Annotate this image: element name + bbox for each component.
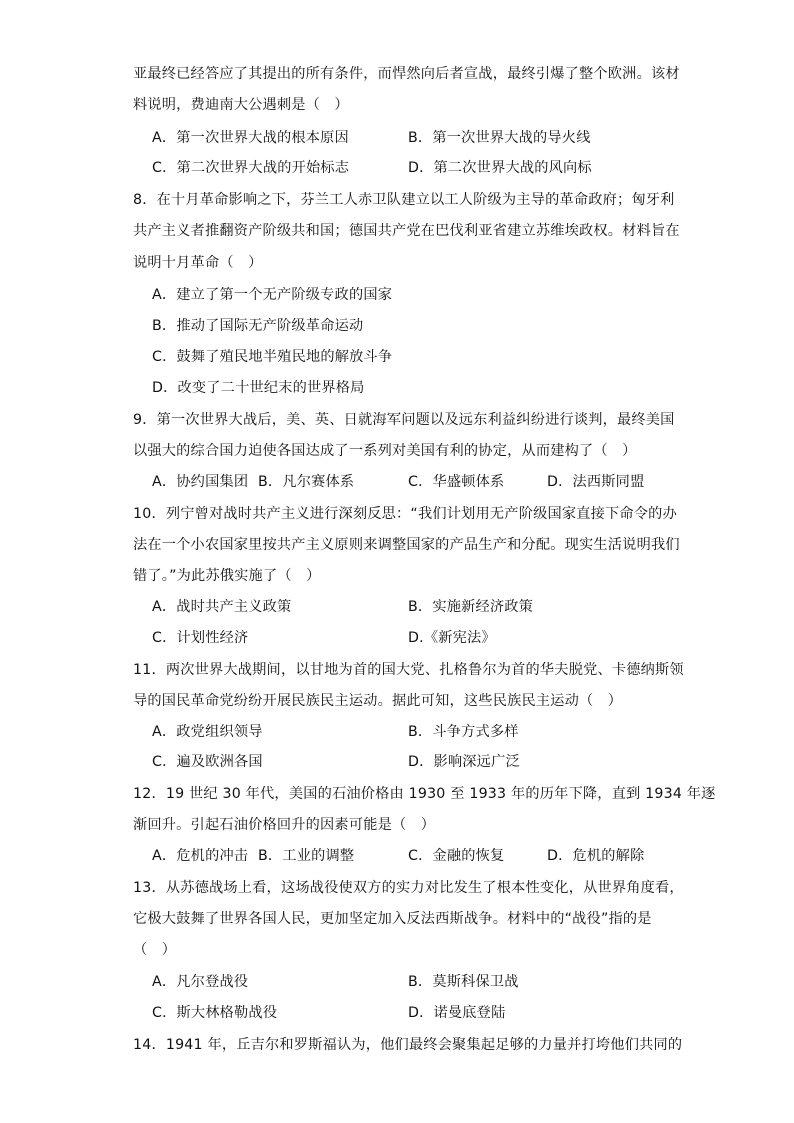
- q11-line-1: 11．两次世界大战期间，以甘地为首的国大党、扎格鲁尔为首的华夫脱党、卡德纳斯领: [133, 662, 684, 678]
- q9-line-2: 以强大的综合国力迫使各国达成了一系列对美国有利的协定，从而建构了（ ）: [133, 443, 637, 459]
- q10-option-b[interactable]: B．实施新经济政策: [408, 599, 534, 615]
- q12-option-a[interactable]: A．危机的冲击: [152, 848, 249, 864]
- q12-option-c[interactable]: C．金融的恢复: [408, 848, 505, 864]
- q9-option-b[interactable]: B．凡尔赛体系: [258, 474, 355, 490]
- q9-option-d[interactable]: D．法西斯同盟: [547, 474, 645, 490]
- q8-option-b[interactable]: B．推动了国际无产阶级革命运动: [152, 318, 364, 334]
- q11-option-c[interactable]: C．遍及欧洲各国: [152, 754, 263, 770]
- q7-line-2: 料说明，费迪南大公遇刺是（ ）: [133, 97, 349, 113]
- q12-line-2: 渐回升。引起石油价格回升的因素可能是（ ）: [133, 817, 436, 833]
- q9-option-c[interactable]: C．华盛顿体系: [408, 474, 505, 490]
- q11-option-a[interactable]: A．政党组织领导: [152, 724, 263, 740]
- q9-option-a[interactable]: A．协约国集团: [152, 474, 249, 490]
- q10-option-d[interactable]: D.《新宪法》: [408, 630, 496, 646]
- q8-option-c[interactable]: C．鼓舞了殖民地半殖民地的解放斗争: [152, 349, 393, 365]
- q11-option-d[interactable]: D．影响深远广泛: [408, 754, 520, 770]
- q10-option-c[interactable]: C．计划性经济: [152, 630, 249, 646]
- q13-option-d[interactable]: D．诺曼底登陆: [408, 1005, 506, 1021]
- q7-option-a[interactable]: A．第一次世界大战的根本原因: [152, 130, 349, 146]
- q13-option-b[interactable]: B．莫斯科保卫战: [408, 974, 519, 990]
- q8-line-2: 共产主义者推翻资产阶级共和国；德国共产党在巴伐利亚省建立苏维埃政权。材料旨在: [133, 223, 680, 239]
- q8-option-d[interactable]: D．改变了二十世纪末的世界格局: [152, 380, 365, 396]
- q13-option-c[interactable]: C．斯大林格勒战役: [152, 1005, 278, 1021]
- q12-line-1: 12．19 世纪 30 年代，美国的石油价格由 1930 至 1933 年的历年下降，直到 1934 年逐: [133, 786, 716, 802]
- q10-line-2: 法在一个小农国家里按共产主义原则来调整国家的产品生产和分配。现实生活说明我们: [133, 537, 680, 553]
- q9-line-1: 9．第一次世界大战后，美、英、日就海军问题以及远东利益纠纷进行谈判，最终美国: [133, 412, 675, 428]
- q13-line-3: （ ）: [133, 942, 177, 958]
- q7-option-c[interactable]: C．第二次世界大战的开始标志: [152, 160, 350, 176]
- q11-option-b[interactable]: B．斗争方式多样: [408, 724, 519, 740]
- q14-line-1: 14．1941 年，丘吉尔和罗斯福认为，他们最终会聚集起足够的力量并打垮他们共同的: [133, 1037, 683, 1053]
- q12-option-d[interactable]: D．危机的解除: [547, 848, 645, 864]
- q11-line-2: 导的国民革命党纷纷开展民族民主运动。据此可知，这些民族民主运动（ ）: [133, 693, 623, 709]
- q8-line-1: 8．在十月革命影响之下，芬兰工人赤卫队建立以工人阶级为主导的革命政府；匈牙利: [133, 192, 675, 208]
- q7-option-b[interactable]: B．第一次世界大战的导火线: [408, 130, 591, 146]
- q13-option-a[interactable]: A．凡尔登战役: [152, 974, 249, 990]
- q13-line-2: 它极大鼓舞了世界各国人民，更加坚定加入反法西斯战争。材料中的“战役”指的是: [133, 911, 652, 927]
- q8-option-a[interactable]: A．建立了第一个无产阶级专政的国家: [152, 287, 393, 303]
- q8-line-3: 说明十月革命（ ）: [133, 255, 263, 271]
- q7-line-1: 亚最终已经答应了其提出的所有条件，而悍然向后者宣战，最终引爆了整个欧洲。该材: [133, 66, 680, 82]
- q10-option-a[interactable]: A．战时共产主义政策: [152, 599, 292, 615]
- q10-line-1: 10．列宁曾对战时共产主义进行深刻反思：“我们计划用无产阶级国家直接下命令的办: [133, 506, 677, 522]
- q7-option-d[interactable]: D．第二次世界大战的风向标: [408, 160, 592, 176]
- q10-line-3: 错了。”为此苏俄实施了（ ）: [133, 568, 321, 584]
- q12-option-b[interactable]: B．工业的调整: [258, 848, 355, 864]
- q13-line-1: 13．从苏德战场上看，这场战役使双方的实力对比发生了根本性变化，从世界角度看，: [133, 880, 684, 896]
